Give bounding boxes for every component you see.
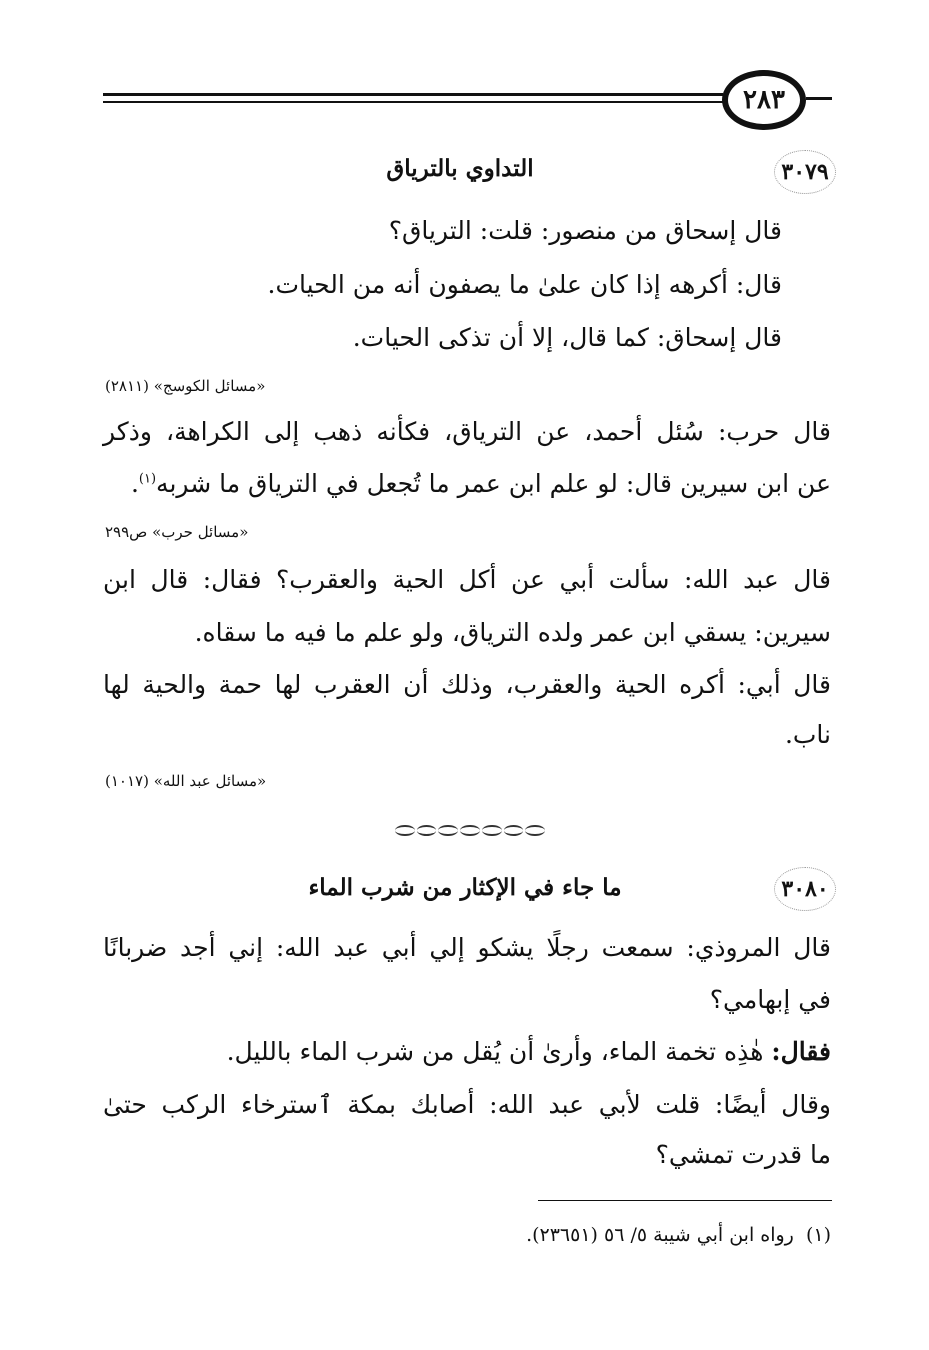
text-span: عن ابن سيرين قال: لو علم ابن عمر ما تُجعل في الترياق ما شربه xyxy=(156,469,831,498)
footnote-marker: (١) xyxy=(805,1224,831,1246)
ornament-divider xyxy=(395,823,545,835)
text-line: في إبهامي؟ xyxy=(709,985,831,1014)
footnote xyxy=(526,1224,831,1246)
text-span: هٰذِه تخمة الماء، وأرىٰ أن يُقل من شرب الماء بالليل. xyxy=(226,1037,764,1066)
citation: «مسائل عبد الله» (١٠١٧) xyxy=(105,772,267,790)
footnote-text: رواه ابن أبي شيبة ٥/ ٥٦ (٢٣٦٥١). xyxy=(526,1224,794,1246)
citation: «مسائل حرب» ص٢٩٩ xyxy=(105,523,249,541)
text-line: قال عبد الله: سألت أبي عن أكل الحية والعقرب؟ فقال: قال ابن xyxy=(103,565,831,594)
page-number: ٢٨٣ xyxy=(722,70,806,130)
text-line: قال: أكرهه إذا كان علىٰ ما يصفون أنه من الحيات. xyxy=(267,270,782,299)
header-rule-top xyxy=(103,93,723,96)
text-line: ناب. xyxy=(784,720,831,749)
section-number-badge: ٣٠٧٩ xyxy=(774,150,836,194)
text-line: وقال أيضًا: قلت لأبي عبد الله: أصابك بمكة ٱسترخاء الركب حتىٰ xyxy=(103,1090,831,1119)
text-line: سيرين: يسقي ابن عمر ولده الترياق، ولو علم ما فيه ما سقاه. xyxy=(194,618,831,647)
text-line: قال أبي: أكره الحية والعقرب، وذلك أن العقرب لها حمة والحية لها xyxy=(103,670,831,699)
text-line: ما قدرت تمشي؟ xyxy=(655,1140,831,1169)
section-number-badge: ٣٠٨٠ xyxy=(774,867,836,911)
section-title: التداوي بالترياق xyxy=(386,155,534,182)
faqal-word: فقال: xyxy=(771,1037,831,1066)
header-rule-bottom xyxy=(103,101,723,103)
citation: «مسائل الكوسج» (٢٨١١) xyxy=(105,377,266,395)
footnote-rule xyxy=(538,1200,832,1201)
text-line: قال حرب: سُئل أحمد، عن الترياق، فكأنه ذهب إلى الكراهة، وذكر xyxy=(103,417,831,446)
text-line: قال إسحاق من منصور: قلت: الترياق؟ xyxy=(388,216,782,245)
section-title: ما جاء في الإكثار من شرب الماء xyxy=(308,874,622,901)
header-rule-right xyxy=(806,97,832,100)
text-line: قال إسحاق: كما قال، إلا أن تذكى الحيات. xyxy=(352,323,782,352)
text-line: قال المروذي: سمعت رجلًا يشكو إلي أبي عبد الله: إني أجد ضربانًا xyxy=(103,933,831,962)
footnote-marker: (١) xyxy=(138,471,157,487)
text-line xyxy=(227,1037,831,1066)
text-line: عن ابن سيرين قال: لو علم ابن عمر ما تُجعل في الترياق ما شربه$^{(١)}$. xyxy=(130,469,831,498)
